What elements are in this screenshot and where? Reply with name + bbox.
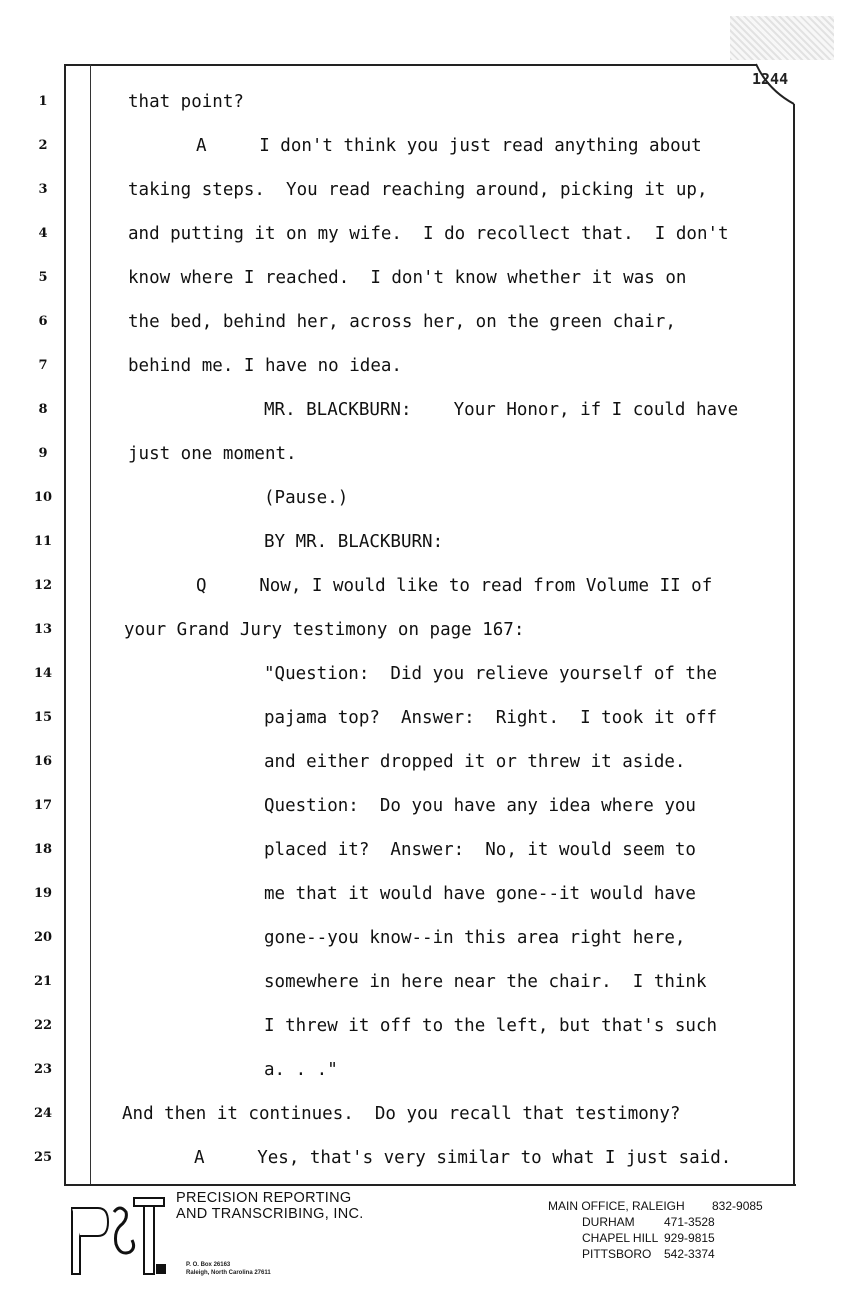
transcript-line: A I don't think you just read anything about	[196, 136, 702, 156]
line-number: 23	[33, 1062, 53, 1077]
right-rule	[793, 104, 795, 1184]
transcript-line: BY MR. BLACKBURN:	[264, 532, 444, 552]
transcript-line: pajama top? Answer: Right. I took it off	[264, 708, 718, 728]
line-number: 22	[33, 1018, 53, 1033]
line-number: 14	[33, 666, 53, 681]
transcript-line: MR. BLACKBURN: Your Honor, if I could have	[264, 400, 739, 420]
transcript-line: And then it continues. Do you recall that testimony?	[122, 1104, 681, 1124]
transcript-line: Question: Do you have any idea where you	[264, 796, 696, 816]
transcript-line: know where I reached. I don't know whether it was on	[128, 268, 687, 288]
line-number: 13	[33, 622, 53, 637]
page-number: 1244	[752, 70, 789, 88]
transcript-line: me that it would have gone--it would have	[264, 884, 696, 904]
line-number: 17	[33, 798, 53, 813]
transcript-line: (Pause.)	[264, 488, 349, 508]
transcript-line: somewhere in here near the chair. I think	[264, 972, 707, 992]
line-number: 10	[33, 490, 53, 505]
margin-rule	[90, 64, 91, 1184]
line-number: 18	[33, 842, 53, 857]
transcript-line: a. . ."	[264, 1060, 338, 1080]
transcript-line: just one moment.	[128, 444, 297, 464]
transcript-line: gone--you know--in this area right here,	[264, 928, 686, 948]
line-number: 25	[33, 1150, 53, 1165]
line-number: 7	[38, 358, 48, 373]
line-number: 4	[38, 226, 48, 241]
office-phone: 929-9815	[664, 1231, 715, 1245]
office-phone: 542-3374	[664, 1247, 715, 1261]
office-city: PITTSBORO	[582, 1247, 652, 1261]
line-number: 16	[33, 754, 53, 769]
line-number: 12	[33, 578, 53, 593]
transcript-line: I threw it off to the left, but that's such	[264, 1016, 718, 1036]
line-number: 11	[33, 534, 53, 549]
transcript-line: Q Now, I would like to read from Volume II of	[196, 576, 713, 596]
footer	[0, 1188, 860, 1298]
top-rule	[66, 64, 756, 66]
office-phone: 832-9085	[712, 1199, 763, 1213]
firm-logo	[70, 1192, 170, 1278]
office-city: MAIN OFFICE, RALEIGH	[548, 1199, 685, 1213]
line-number: 15	[33, 710, 53, 725]
transcript-line: placed it? Answer: No, it would seem to	[264, 840, 696, 860]
line-number: 2	[38, 138, 48, 153]
firm-name-line1: PRECISION REPORTING	[176, 1190, 352, 1206]
transcript-line: and putting it on my wife. I do recollect that. I don't	[128, 224, 729, 244]
line-number: 21	[33, 974, 53, 989]
line-number: 5	[38, 270, 48, 285]
logo-text: P&T	[70, 1192, 72, 1193]
firm-address-line2: Raleigh, North Carolina 27611	[186, 1270, 271, 1276]
line-number: 9	[38, 446, 48, 461]
office-city: DURHAM	[582, 1215, 635, 1229]
transcript-line: A Yes, that's very similar to what I just said.	[194, 1148, 732, 1168]
firm-address-line1: P. O. Box 26163	[186, 1262, 231, 1268]
line-number: 19	[33, 886, 53, 901]
line-number: 24	[33, 1106, 53, 1121]
transcript-line: your Grand Jury testimony on page 167:	[124, 620, 525, 640]
line-number: 8	[38, 402, 48, 417]
transcript-line: taking steps. You read reaching around, picking it up,	[128, 180, 708, 200]
line-number: 20	[33, 930, 53, 945]
firm-name-line2: AND TRANSCRIBING, INC.	[176, 1206, 364, 1222]
line-number: 1	[38, 94, 48, 109]
line-number: 6	[38, 314, 48, 329]
transcript-line: behind me. I have no idea.	[128, 356, 402, 376]
office-phone: 471-3528	[664, 1215, 715, 1229]
transcript-line: "Question: Did you relieve yourself of the	[264, 664, 718, 684]
transcript-line: and either dropped it or threw it aside.	[264, 752, 686, 772]
line-number: 3	[38, 182, 48, 197]
transcript-line: that point?	[128, 92, 244, 112]
office-city: CHAPEL HILL	[582, 1231, 659, 1245]
transcript-line: the bed, behind her, across her, on the green chair,	[128, 312, 676, 332]
scan-speckle	[730, 16, 834, 60]
